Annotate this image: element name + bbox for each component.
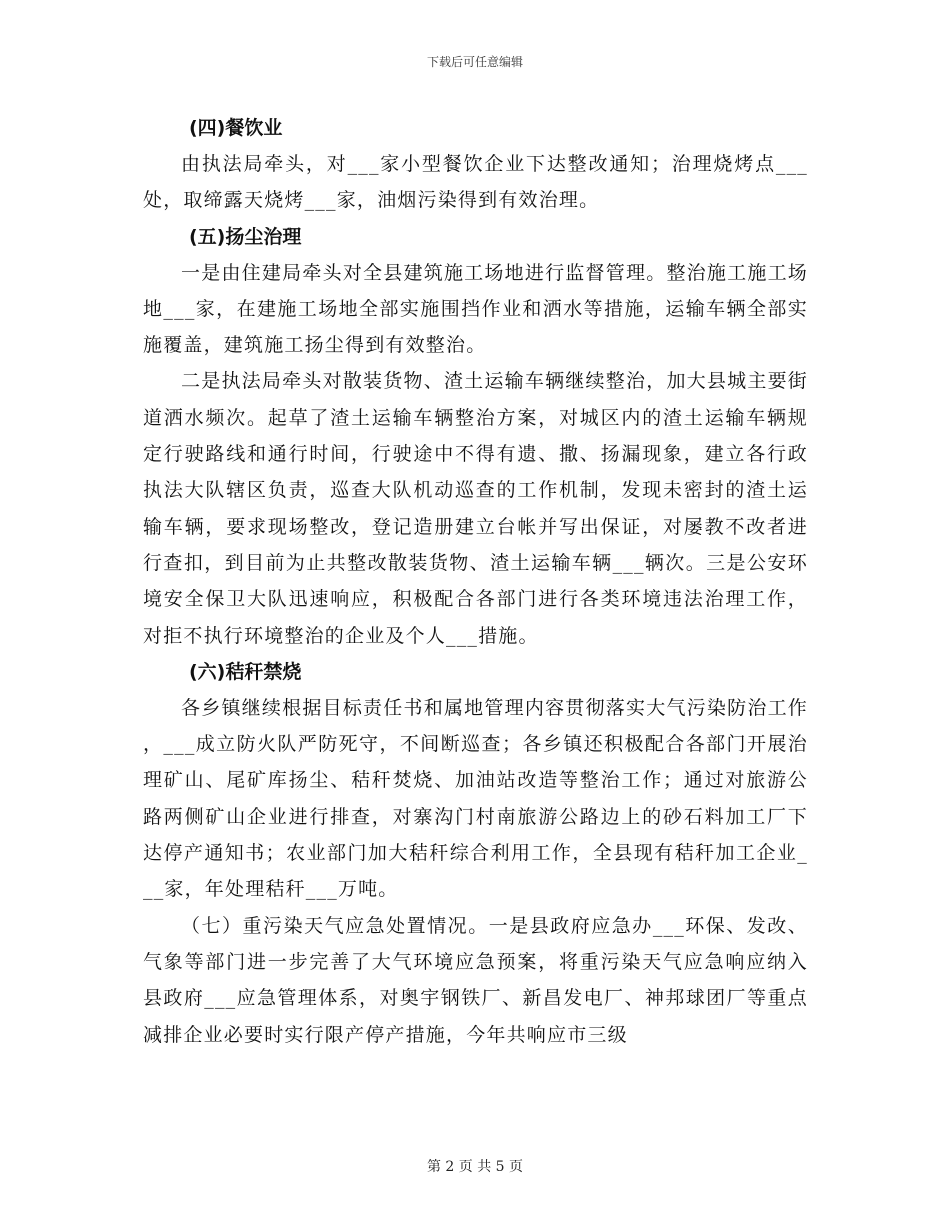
page-header: 下载后可任意编辑 <box>426 55 523 69</box>
paragraph-transport-vehicles: 二是执法局牵头对散装货物、渣土运输车辆继续整治，加大县城主要街道洒水频次。起草了渣土运输车辆整治方案，对城区内的渣土运输车辆规定行驶路线和通行时间，行驶途中不得有遗、撒、扬漏现象，建立各行政执法大队辖区负责，巡查大队机动巡查的工作机制，发现未密封的渣土运输车辆，要求现场整改，登记造册建立台帐并写出保证，对屡教不改者进行查扣，到目前为止共整改散装货物、渣土运输车辆___辆次。三是公安环境安全保卫大队迅速响应，积极配合各部门进行各类环境违法治理工作，对拒不执行环境整治的企业及个人___措施。 <box>143 370 808 647</box>
paragraph-catering: 由执法局牵头，对___家小型餐饮企业下达整改通知；治理烧烤点___处，取缔露天烧烤___家，油烟污染得到有效治理。 <box>143 153 808 212</box>
section-heading-catering: (四)餐饮业 <box>189 117 283 139</box>
document-body <box>143 110 808 1053</box>
paragraph-straw-burning: 各乡镇继续根据目标责任书和属地管理内容贯彻落实大气污染防治工作，___成立防火队严防死守，不间断巡查；各乡镇还积极配合各部门开展治理矿山、尾矿库扬尘、秸秆焚烧、加油站改造等整治工作；通过对旅游公路两侧矿山企业进行排查，对寨沟门村南旅游公路边上的砂石料加工厂下达停产通知书；农业部门加大秸秆综合利用工作，全县现有秸秆加工企业___家，年处理秸秆___万吨。 <box>143 696 808 901</box>
section-heading-straw-burning: (六)秸秆禁烧 <box>189 660 302 683</box>
paragraph-construction-dust: 一是由住建局牵头对全县建筑施工场地进行监督管理。整治施工施工场地___家，在建施工场地全部实施围挡作业和洒水等措施，运输车辆全部实施覆盖，建筑施工扬尘得到有效整治。 <box>143 261 808 357</box>
page-number: 第 2 页 共 5 页 <box>426 1159 524 1175</box>
paragraph-heavy-pollution-emergency: （七）重污染天气应急处置情况。一是县政府应急办___环保、发改、气象等部门进一步完善了大气环境应急预案，将重污染天气应急响应纳入县政府___应急管理体系，对奥宇钢铁厂、新昌发电厂、神邦球团厂等重点减排企业必要时实行限产停产措施，今年共响应市三级 <box>143 914 808 1046</box>
section-heading-dust-control: (五)扬尘治理 <box>189 225 302 248</box>
